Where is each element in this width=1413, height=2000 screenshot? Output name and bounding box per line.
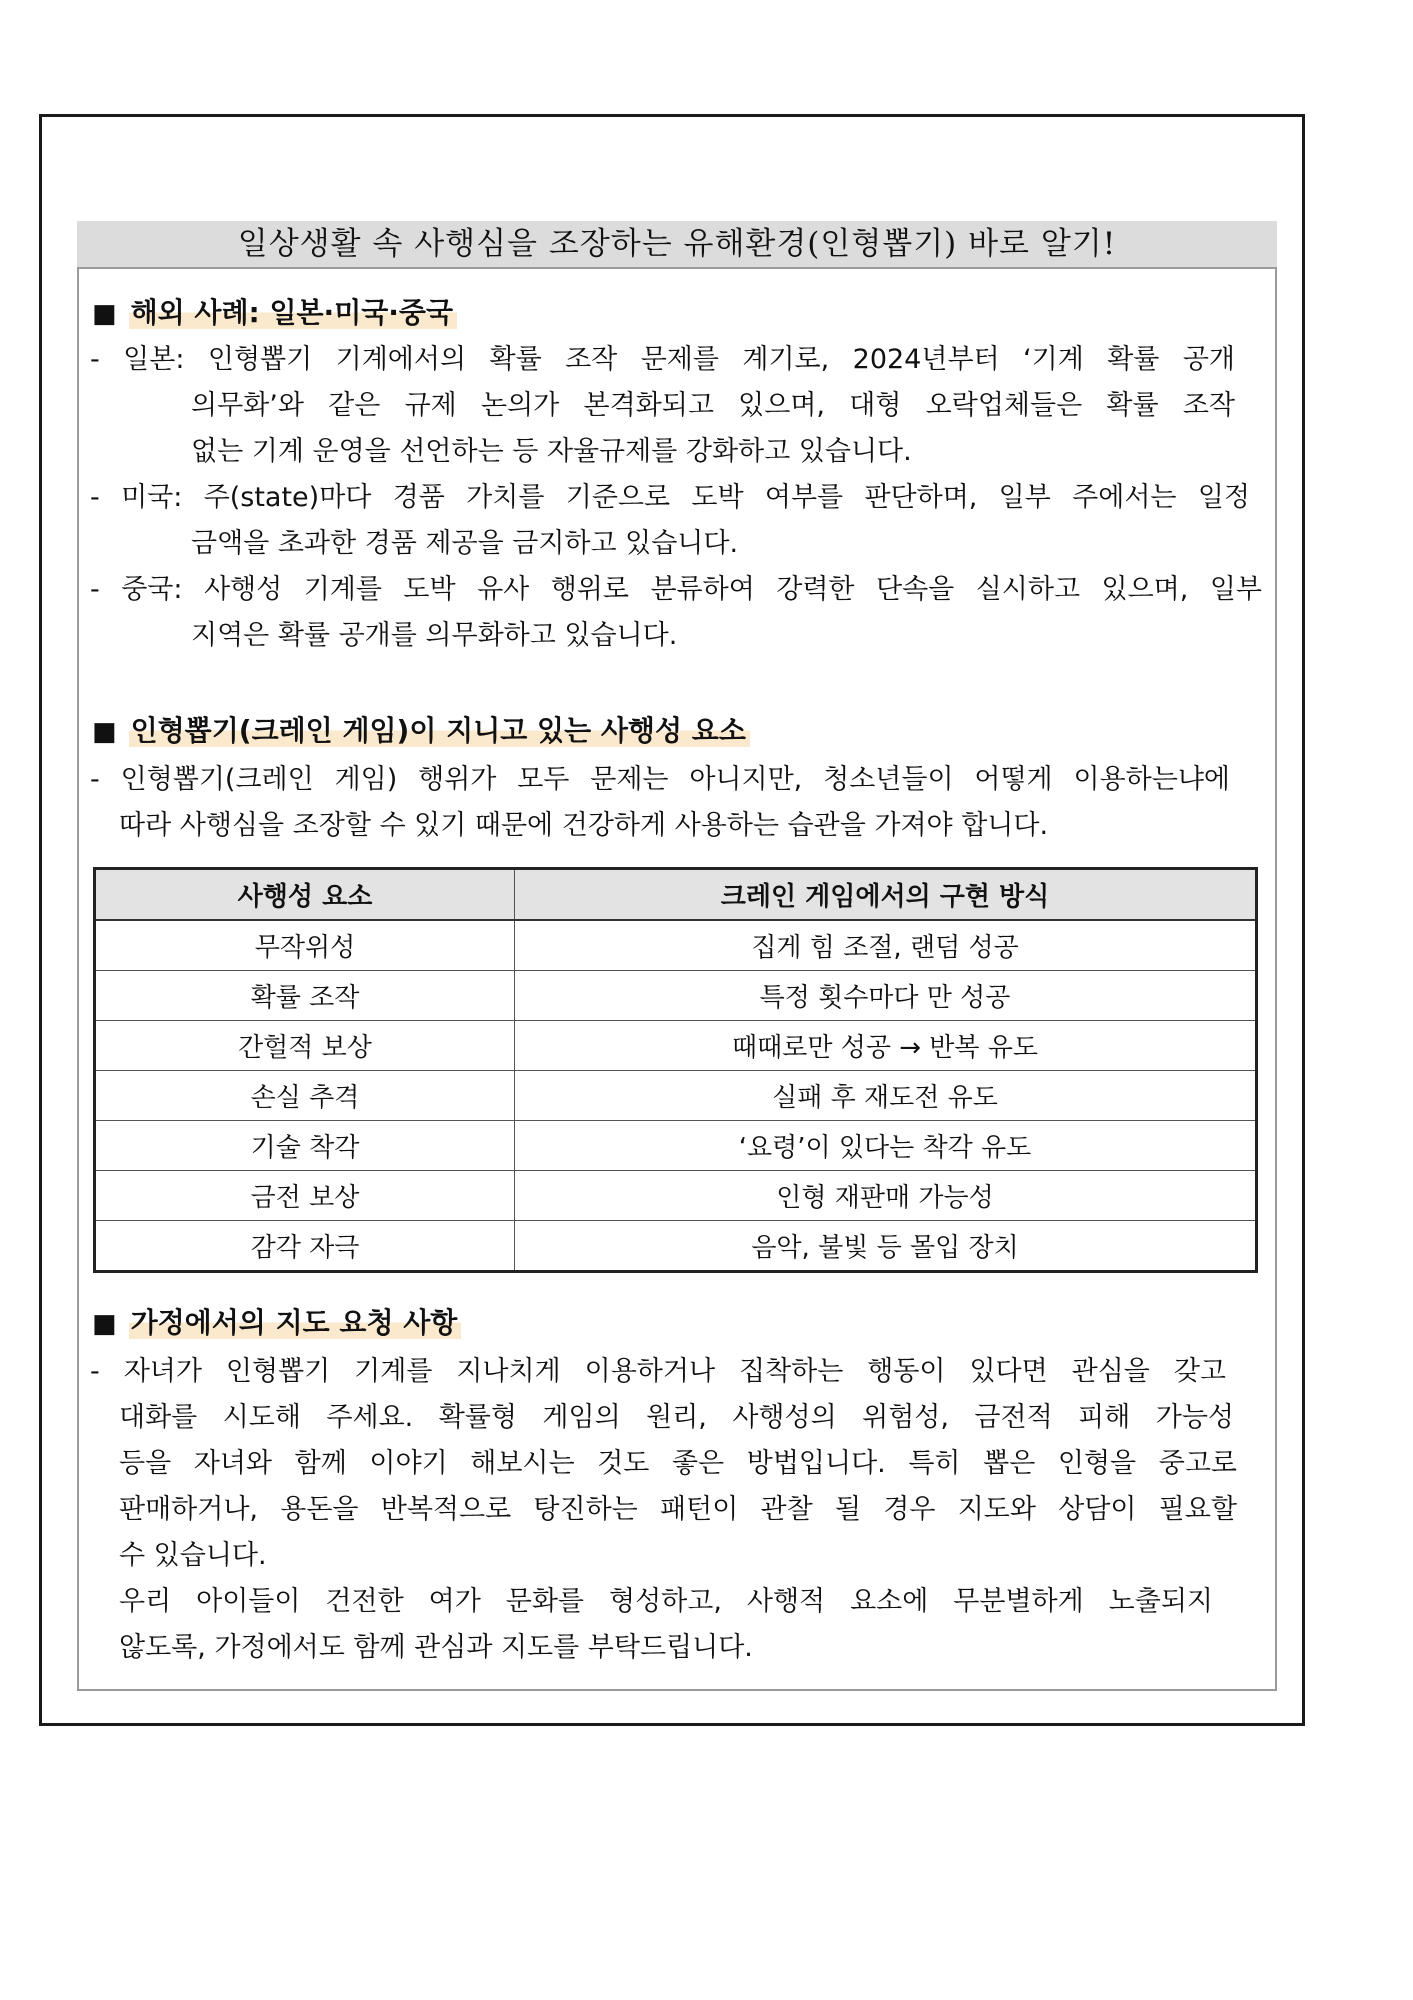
paragraph-line: 등을 자녀와 함께 이야기 해보시는 것도 좋은 방법입니다. 특히 뽑은 인형을 중고로 [119,1448,1237,1479]
table-row [95,920,1257,971]
table-cell: 간헐적 보상 [95,1021,515,1071]
paragraph-line: - 자녀가 인형뽑기 기계를 지나치게 이용하거나 집착하는 행동이 있다면 관심을 갖고 [90,1356,1226,1387]
paragraph-line: 없는 기계 운영을 선언하는 등 자율규제를 강화하고 있습니다. [191,436,912,467]
page-title: 일상생활 속 사행심을 조장하는 유해환경(인형뽑기) 바로 알기! [77,221,1277,269]
paragraph-line: - 일본: 인형뽑기 기계에서의 확률 조작 문제를 계기로, 2024년부터 ‘기계 확률 공개 [90,344,1235,375]
table-cell: 감각 자극 [95,1221,515,1272]
heading-text: 해외 사례: 일본·미국·중국 [129,296,457,329]
table-cell: 무작위성 [95,920,515,971]
table-cell: 때때로만 성공 → 반복 유도 [515,1021,1257,1071]
paragraph-line: 지역은 확률 공개를 의무화하고 있습니다. [191,620,678,651]
table-cell: 금전 보상 [95,1171,515,1221]
table-header-cell: 크레인 게임에서의 구현 방식 [515,869,1257,921]
paragraph-line: 금액을 초과한 경품 제공을 금지하고 있습니다. [191,528,739,559]
paragraph-line: 따라 사행심을 조장할 수 있기 때문에 건강하게 사용하는 습관을 가져야 합니다. [119,810,1049,841]
heading-text: 인형뽑기(크레인 게임)이 지니고 있는 사행성 요소 [129,714,750,747]
paragraph-line: 우리 아이들이 건전한 여가 문화를 형성하고, 사행적 요소에 무분별하게 노출되지 [119,1586,1213,1617]
square-bullet-icon: ■ [92,717,117,747]
table-cell: 확률 조작 [95,971,515,1021]
paragraph-line: - 미국: 주(state)마다 경품 가치를 기준으로 도박 여부를 판단하며, 일부 주에서는 일정 [90,482,1250,513]
table-row [95,971,1257,1021]
table-row [95,1121,1257,1171]
table-cell: 음악, 불빛 등 몰입 장치 [515,1221,1257,1272]
table-cell: 집게 힘 조절, 랜덤 성공 [515,920,1257,971]
paragraph-line: 판매하거나, 용돈을 반복적으로 탕진하는 패턴이 관찰 될 경우 지도와 상담이 필요할 [119,1494,1237,1525]
square-bullet-icon: ■ [92,299,117,329]
section-heading-home-guidance [92,1302,461,1344]
square-bullet-icon: ■ [92,1309,117,1339]
table-row [95,1171,1257,1221]
paragraph-line: - 인형뽑기(크레인 게임) 행위가 모두 문제는 아니지만, 청소년들이 어떻게 이용하는냐에 [90,764,1230,795]
paragraph-line: 않도록, 가정에서도 함께 관심과 지도를 부탁드립니다. [119,1632,753,1663]
table-header-row [95,869,1257,921]
heading-text: 가정에서의 지도 요청 사항 [129,1306,462,1339]
section-heading-overseas [92,292,457,334]
table-header-cell: 사행성 요소 [95,869,515,921]
table-cell: 손실 추격 [95,1071,515,1121]
paragraph-line: 수 있습니다. [119,1540,267,1571]
table-cell: 인형 재판매 가능성 [515,1171,1257,1221]
section-heading-gambling-elements [92,710,750,752]
gambling-elements-table [93,867,1258,1273]
paragraph-line: 대화를 시도해 주세요. 확률형 게임의 원리, 사행성의 위험성, 금전적 피해 가능성 [119,1402,1234,1433]
paragraph-line: - 중국: 사행성 기계를 도박 유사 행위로 분류하여 강력한 단속을 실시하고 있으며, 일부 [90,574,1262,605]
table-cell: 기술 착각 [95,1121,515,1171]
table-cell: 특정 횟수마다 만 성공 [515,971,1257,1021]
table-cell: ‘요령’이 있다는 착각 유도 [515,1121,1257,1171]
paragraph-line: 의무화’와 같은 규제 논의가 본격화되고 있으며, 대형 오락업체들은 확률 조작 [191,390,1235,421]
table-row [95,1221,1257,1272]
table-row [95,1021,1257,1071]
table-cell: 실패 후 재도전 유도 [515,1071,1257,1121]
table-row [95,1071,1257,1121]
